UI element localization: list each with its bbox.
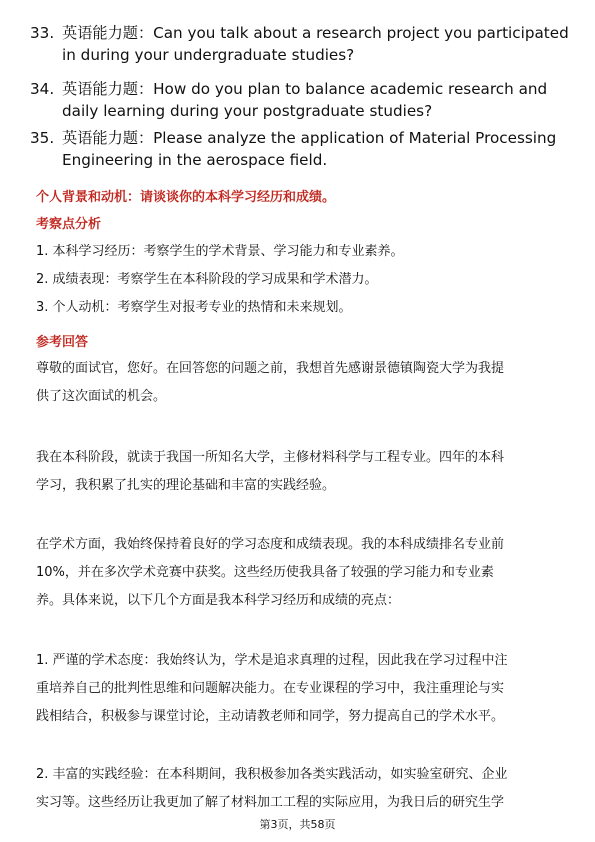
question-number: 33. xyxy=(30,24,55,42)
question-33 xyxy=(30,22,570,66)
page-footer: 第3页，共58页 xyxy=(259,818,336,831)
question-text: 英语能力题：How do you plan to balance academic research and daily learning during your postgraduate studies? xyxy=(62,80,548,120)
section-heading: 个人背景和动机：请谈谈你的本科学习经历和成绩。 xyxy=(36,190,336,205)
question-text: 英语能力题：Can you talk about a research project you participated in during your undergraduate studies? xyxy=(62,24,569,64)
analysis-item: 2. 成绩表现：考察学生在本科阶段的学习成果和学术潜力。 xyxy=(36,272,378,287)
answer-line: 1. 严谨的学术态度：我始终认为，学术是追求真理的过程，因此我在学习过程中注 xyxy=(36,653,508,668)
answer-heading: 参考回答 xyxy=(36,335,89,350)
answer-line: 实习等。这些经历让我更加了解了材料加工工程的实际应用，为我日后的研究生学 xyxy=(36,795,505,810)
answer-line: 2. 丰富的实践经验：在本科期间，我积极参加各类实践活动，如实验室研究、企业 xyxy=(36,767,508,782)
analysis-item: 1. 本科学习经历：考察学生的学术背景、学习能力和专业素养。 xyxy=(36,244,404,259)
answer-line: 践相结合，积极参与课堂讨论，主动请教老师和同学，努力提高自己的学术水平。 xyxy=(36,709,505,724)
question-35 xyxy=(30,127,570,171)
question-number: 35. xyxy=(30,129,55,147)
answer-line: 10%，并在多次学术竞赛中获奖。这些经历使我具备了较强的学习能力和专业素 xyxy=(36,565,494,580)
answer-line: 养。具体来说，以下几个方面是我本科学习经历和成绩的亮点： xyxy=(36,593,401,608)
answer-line: 学习，我积累了扎实的理论基础和丰富的实践经验。 xyxy=(36,478,336,493)
question-number: 34. xyxy=(30,80,55,98)
answer-line: 在学术方面，我始终保持着良好的学习态度和成绩表现。我的本科成绩排名专业前 xyxy=(36,537,505,552)
answer-line: 供了这次面试的机会。 xyxy=(36,389,167,404)
answer-line: 我在本科阶段，就读于我国一所知名大学，主修材料科学与工程专业。四年的本科 xyxy=(36,450,505,465)
answer-line: 尊敬的面试官，您好。在回答您的问题之前，我想首先感谢景德镇陶瓷大学为我提 xyxy=(36,361,505,376)
answer-line: 重培养自己的批判性思维和问题解决能力。在专业课程的学习中，我注重理论与实 xyxy=(36,681,505,696)
question-34 xyxy=(30,78,570,122)
question-text: 英语能力题：Please analyze the application of Material Processing Engineering in the aerospace field. xyxy=(62,129,557,169)
analysis-item: 3. 个人动机：考察学生对报考专业的热情和未来规划。 xyxy=(36,300,352,315)
analysis-heading: 考察点分析 xyxy=(36,217,102,232)
